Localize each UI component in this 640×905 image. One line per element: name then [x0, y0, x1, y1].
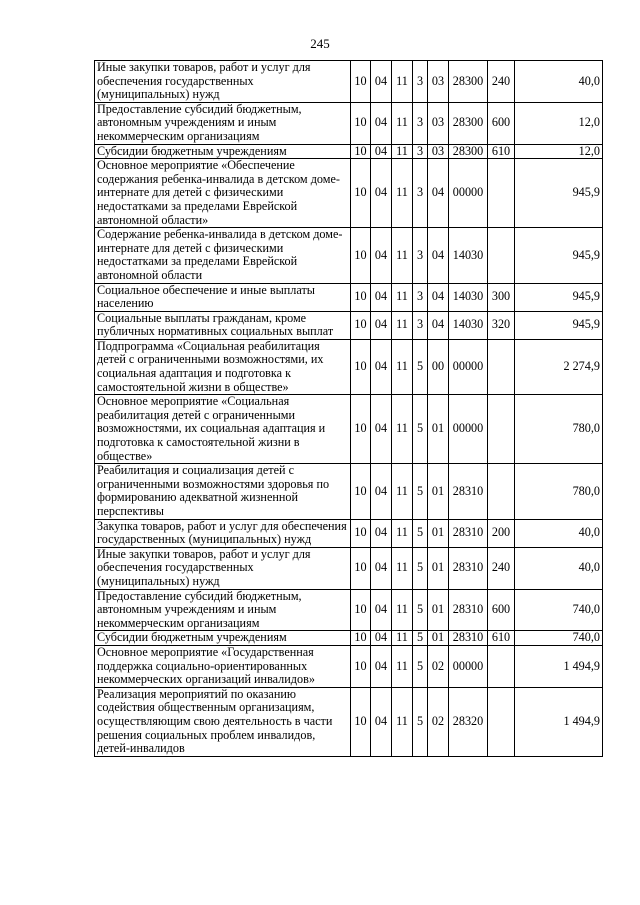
table-row: [95, 144, 603, 159]
section-code: 10: [351, 631, 371, 646]
expense-type-code: [488, 159, 515, 228]
section-code: 10: [351, 395, 371, 464]
section-code: 10: [351, 464, 371, 519]
budget-table: [94, 60, 603, 757]
event-code: 04: [428, 228, 449, 283]
section-code: 10: [351, 589, 371, 631]
subsection-code: 04: [371, 519, 392, 547]
direction-code: 14030: [449, 283, 488, 311]
direction-code: 28310: [449, 464, 488, 519]
section-code: 10: [351, 311, 371, 339]
table-row: [95, 61, 603, 103]
expense-type-code: [488, 395, 515, 464]
expense-type-code: [488, 687, 515, 756]
amount: 1 494,9: [515, 645, 603, 687]
amount: 780,0: [515, 464, 603, 519]
row-name: Субсидии бюджетным учреждениям: [95, 144, 351, 159]
amount: 780,0: [515, 395, 603, 464]
subprogram-code: 3: [413, 102, 428, 144]
section-code: 10: [351, 228, 371, 283]
expense-type-code: 600: [488, 589, 515, 631]
direction-code: 28310: [449, 519, 488, 547]
table-row: [95, 159, 603, 228]
row-name: Предоставление субсидий бюджетным, автономным учреждениям и иным некоммерческим организациям: [95, 589, 351, 631]
direction-code: 28300: [449, 102, 488, 144]
row-name: Иные закупки товаров, работ и услуг для обеспечения государственных (муниципальных) нужд: [95, 61, 351, 103]
program-code: 11: [392, 61, 413, 103]
direction-code: 14030: [449, 311, 488, 339]
subsection-code: 04: [371, 283, 392, 311]
direction-code: 00000: [449, 159, 488, 228]
subprogram-code: 5: [413, 687, 428, 756]
subprogram-code: 5: [413, 631, 428, 646]
subprogram-code: 3: [413, 144, 428, 159]
event-code: 01: [428, 631, 449, 646]
program-code: 11: [392, 519, 413, 547]
subsection-code: 04: [371, 547, 392, 589]
program-code: 11: [392, 228, 413, 283]
table-row: [95, 464, 603, 519]
page-number: 245: [310, 36, 330, 51]
event-code: 04: [428, 311, 449, 339]
event-code: 03: [428, 144, 449, 159]
program-code: 11: [392, 631, 413, 646]
row-name: Содержание ребенка-инвалида в детском доме-интернате для детей с физическими недостатками за пределами Еврейской автономной области: [95, 228, 351, 283]
amount: 40,0: [515, 61, 603, 103]
row-name: Социальное обеспечение и иные выплаты населению: [95, 283, 351, 311]
expense-type-code: 300: [488, 283, 515, 311]
program-code: 11: [392, 687, 413, 756]
table-row: [95, 339, 603, 394]
subsection-code: 04: [371, 61, 392, 103]
event-code: 02: [428, 687, 449, 756]
direction-code: 28310: [449, 589, 488, 631]
subsection-code: 04: [371, 687, 392, 756]
event-code: 04: [428, 159, 449, 228]
section-code: 10: [351, 645, 371, 687]
amount: 2 274,9: [515, 339, 603, 394]
event-code: 01: [428, 589, 449, 631]
amount: 12,0: [515, 102, 603, 144]
expense-type-code: [488, 228, 515, 283]
subprogram-code: 3: [413, 159, 428, 228]
program-code: 11: [392, 645, 413, 687]
amount: 740,0: [515, 631, 603, 646]
event-code: 00: [428, 339, 449, 394]
table-row: [95, 519, 603, 547]
table-row: [95, 228, 603, 283]
amount: 945,9: [515, 311, 603, 339]
amount: 945,9: [515, 159, 603, 228]
program-code: 11: [392, 339, 413, 394]
direction-code: 00000: [449, 339, 488, 394]
direction-code: 28300: [449, 61, 488, 103]
subprogram-code: 5: [413, 645, 428, 687]
row-name: Основное мероприятие «Государственная поддержка социально-ориентированных некоммерческих организаций инвалидов»: [95, 645, 351, 687]
section-code: 10: [351, 159, 371, 228]
event-code: 03: [428, 102, 449, 144]
table-row: [95, 311, 603, 339]
direction-code: 28300: [449, 144, 488, 159]
direction-code: 28320: [449, 687, 488, 756]
program-code: 11: [392, 102, 413, 144]
event-code: 02: [428, 645, 449, 687]
amount: 945,9: [515, 283, 603, 311]
section-code: 10: [351, 519, 371, 547]
section-code: 10: [351, 339, 371, 394]
row-name: Социальные выплаты гражданам, кроме публичных нормативных социальных выплат: [95, 311, 351, 339]
subsection-code: 04: [371, 311, 392, 339]
amount: 945,9: [515, 228, 603, 283]
subprogram-code: 3: [413, 283, 428, 311]
section-code: 10: [351, 547, 371, 589]
row-name: Реабилитация и социализация детей с ограниченными возможностями здоровья по формированию адекватной жизненной перспективы: [95, 464, 351, 519]
program-code: 11: [392, 144, 413, 159]
table-row: [95, 631, 603, 646]
section-code: 10: [351, 102, 371, 144]
table-row: [95, 547, 603, 589]
table-row: [95, 687, 603, 756]
program-code: 11: [392, 547, 413, 589]
subprogram-code: 3: [413, 311, 428, 339]
table-row: [95, 589, 603, 631]
row-name: Закупка товаров, работ и услуг для обеспечения государственных (муниципальных) нужд: [95, 519, 351, 547]
subprogram-code: 5: [413, 519, 428, 547]
subprogram-code: 5: [413, 339, 428, 394]
program-code: 11: [392, 283, 413, 311]
row-name: Реализация мероприятий по оказанию содействия общественным организациям, осуществляющим свою деятельность в части решения социальных проблем инвалидов, детей-инвалидов: [95, 687, 351, 756]
program-code: 11: [392, 311, 413, 339]
event-code: 04: [428, 283, 449, 311]
row-name: Основное мероприятие «Обеспечение содержания ребенка-инвалида в детском доме-интернате для детей с физическими недостатками за пределами Еврейской автономной области»: [95, 159, 351, 228]
section-code: 10: [351, 61, 371, 103]
subsection-code: 04: [371, 464, 392, 519]
direction-code: 28310: [449, 547, 488, 589]
subsection-code: 04: [371, 159, 392, 228]
direction-code: 00000: [449, 645, 488, 687]
amount: 740,0: [515, 589, 603, 631]
event-code: 01: [428, 464, 449, 519]
subsection-code: 04: [371, 339, 392, 394]
expense-type-code: 610: [488, 631, 515, 646]
program-code: 11: [392, 395, 413, 464]
subsection-code: 04: [371, 645, 392, 687]
amount: 12,0: [515, 144, 603, 159]
event-code: 01: [428, 547, 449, 589]
expense-type-code: 240: [488, 61, 515, 103]
subsection-code: 04: [371, 631, 392, 646]
direction-code: 28310: [449, 631, 488, 646]
row-name: Основное мероприятие «Социальная реабилитация детей с ограниченными возможностями, их социальная адаптация и подготовка к самостоятельной жизни в обществе»: [95, 395, 351, 464]
event-code: 01: [428, 395, 449, 464]
subprogram-code: 3: [413, 228, 428, 283]
subsection-code: 04: [371, 395, 392, 464]
section-code: 10: [351, 687, 371, 756]
expense-type-code: 320: [488, 311, 515, 339]
subprogram-code: 5: [413, 589, 428, 631]
table-row: [95, 102, 603, 144]
section-code: 10: [351, 144, 371, 159]
subsection-code: 04: [371, 228, 392, 283]
expense-type-code: 200: [488, 519, 515, 547]
row-name: Иные закупки товаров, работ и услуг для обеспечения государственных (муниципальных) нужд: [95, 547, 351, 589]
subprogram-code: 5: [413, 547, 428, 589]
program-code: 11: [392, 464, 413, 519]
expense-type-code: 610: [488, 144, 515, 159]
program-code: 11: [392, 589, 413, 631]
event-code: 01: [428, 519, 449, 547]
amount: 1 494,9: [515, 687, 603, 756]
expense-type-code: [488, 464, 515, 519]
event-code: 03: [428, 61, 449, 103]
expense-type-code: 240: [488, 547, 515, 589]
direction-code: 14030: [449, 228, 488, 283]
subsection-code: 04: [371, 102, 392, 144]
subsection-code: 04: [371, 144, 392, 159]
amount: 40,0: [515, 547, 603, 589]
subprogram-code: 5: [413, 464, 428, 519]
row-name: Субсидии бюджетным учреждениям: [95, 631, 351, 646]
expense-type-code: 600: [488, 102, 515, 144]
row-name: Подпрограмма «Социальная реабилитация детей с ограниченными возможностями, их социальная адаптация и подготовка к самостоятельной жизни в обществе»: [95, 339, 351, 394]
direction-code: 00000: [449, 395, 488, 464]
subprogram-code: 5: [413, 395, 428, 464]
subsection-code: 04: [371, 589, 392, 631]
program-code: 11: [392, 159, 413, 228]
section-code: 10: [351, 283, 371, 311]
subprogram-code: 3: [413, 61, 428, 103]
row-name: Предоставление субсидий бюджетным, автономным учреждениям и иным некоммерческим организациям: [95, 102, 351, 144]
table-row: [95, 283, 603, 311]
table-row: [95, 395, 603, 464]
amount: 40,0: [515, 519, 603, 547]
expense-type-code: [488, 645, 515, 687]
table-row: [95, 645, 603, 687]
expense-type-code: [488, 339, 515, 394]
